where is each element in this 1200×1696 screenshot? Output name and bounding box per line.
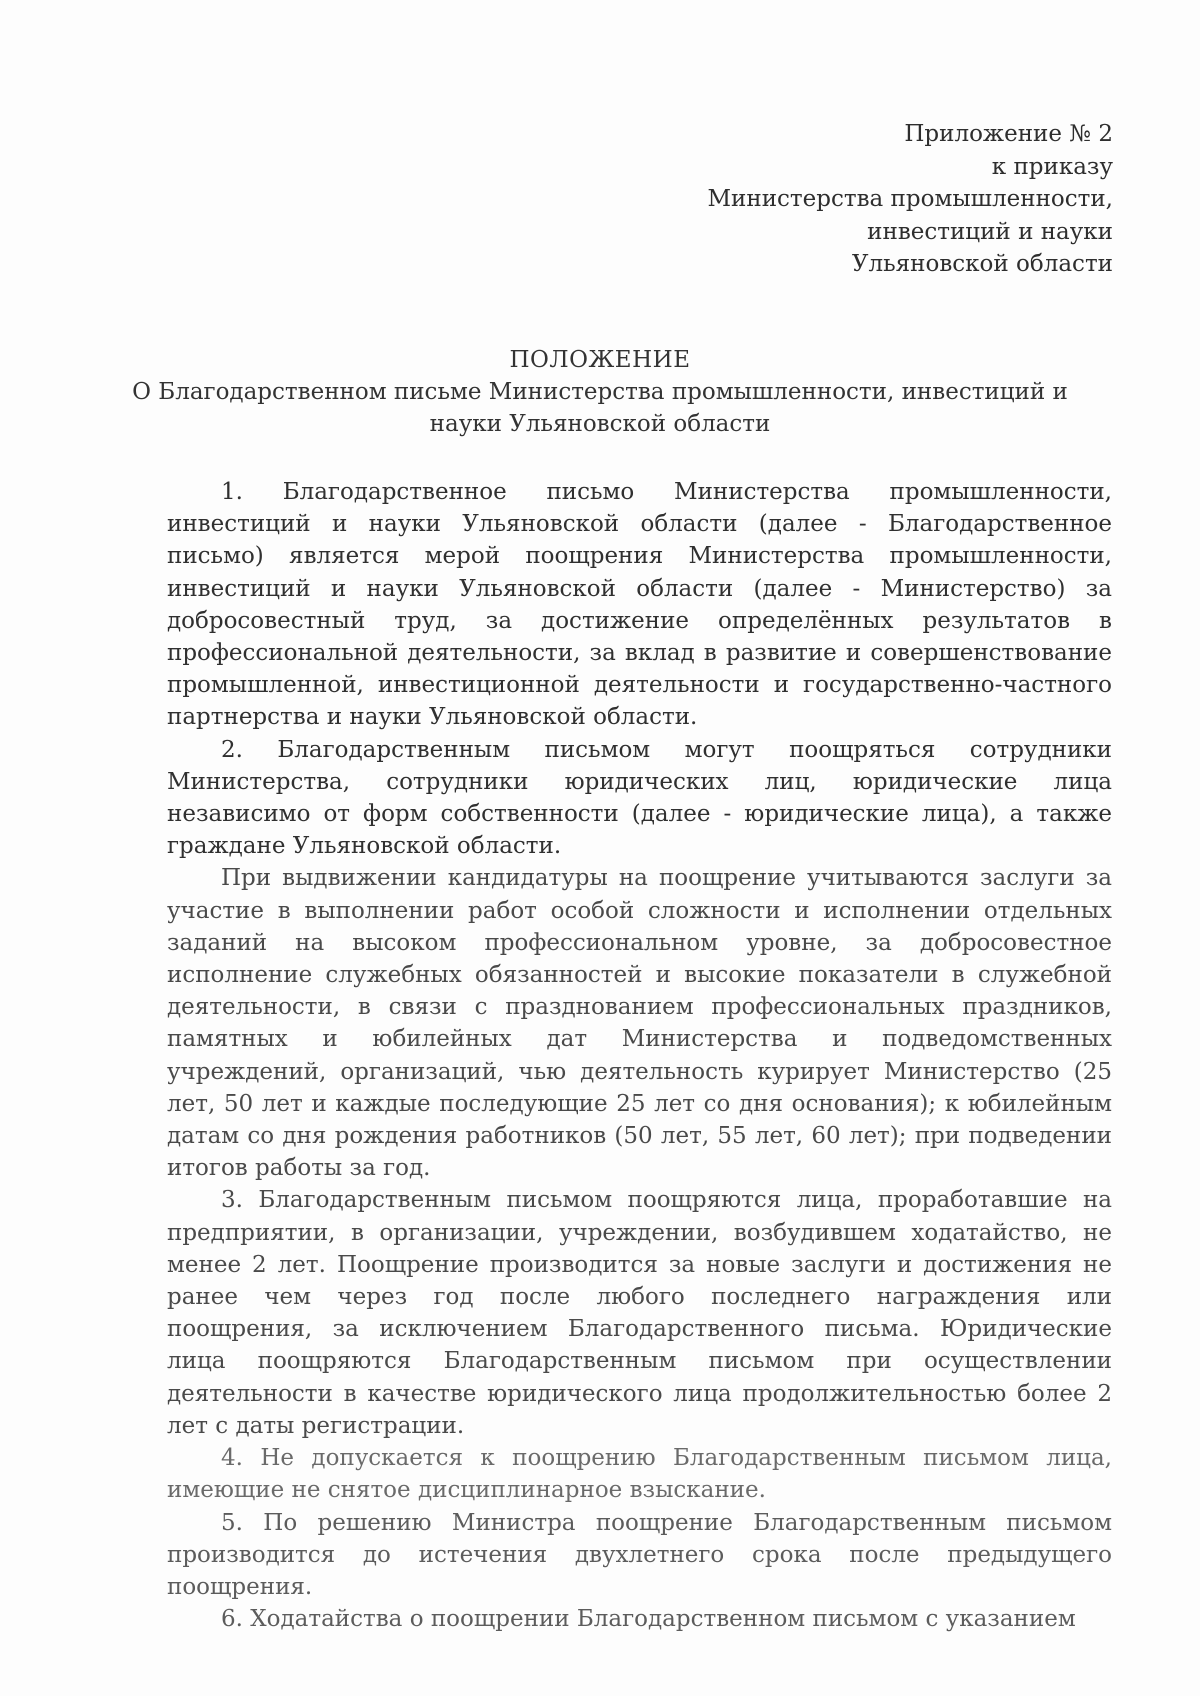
paragraph-1: 1. Благодарственное письмо Министерства промышленности, инвестиций и науки Ульяновской области (далее - Благодарственное письмо) является мерой поощрения Министерства промышленности, инвестиций и науки Ульяновской области (далее - Министерство) за добросовестный труд, за достижение определённых результатов в профессиональной деятельности, за вклад в развитие и совершенствование промышленной, инвестиционной деятельности и государственно-частного партнерства и науки Ульяновской области. (167, 479, 1112, 731)
document-title (120, 344, 1080, 440)
appendix-line-4: инвестиций и науки (867, 218, 1113, 245)
appendix-header (707, 118, 1113, 281)
paragraph-5: 5. По решению Министра поощрение Благодарственным письмом производится до истечения двухлетнего срока после предыдущего поощрения. (167, 1509, 1112, 1600)
title-subtitle: О Благодарственном письме Министерства промышленности, инвестиций и науки Ульяновской области (132, 379, 1068, 437)
appendix-line-1: Приложение № 2 (904, 121, 1113, 147)
paragraph-4: 4. Не допускается к поощрению Благодарственным письмом лица, имеющие не снятое дисциплинарное взыскание. (167, 1445, 1112, 1504)
appendix-line-2: к приказу (991, 153, 1113, 180)
paragraph-2-continued: При выдвижении кандидатуры на поощрение учитываются заслуги за участие в выполнении работ особой сложности и исполнении отдельных заданий на высоком профессиональном уровне, за добросовестное исполнение служебных обязанностей и высокие показатели в служебной деятельности, в связи с празднованием профессиональных праздников, памятных и юбилейных дат Министерства и подведомственных учреждений, организаций, чью деятельность курирует Министерство (25 лет, 50 лет и каждые последующие 25 лет со дня основания); к юбилейным датам со дня рождения работников (50 лет, 55 лет, 60 лет); при подведении итогов работы за год. (167, 865, 1112, 1182)
paragraph-6: 6. Ходатайства о поощрении Благодарственном письмом с указанием (221, 1606, 1076, 1633)
title-heading: ПОЛОЖЕНИЕ (509, 347, 691, 373)
appendix-line-3: Министерства промышленности, (707, 186, 1113, 212)
paragraph-2: 2. Благодарственным письмом могут поощряться сотрудники Министерства, сотрудники юридических лиц, юридические лица независимо от форм собственности (далее - юридические лица), а также граждане Ульяновской области. (167, 736, 1112, 860)
paragraph-3: 3. Благодарственным письмом поощряются лица, проработавшие на предприятии, в организации, учреждении, возбудившем ходатайство, не менее 2 лет. Поощрение производится за новые заслуги и достижения не ранее чем через год после любого последнего награждения или поощрения, за исключением Благодарственного письма. Юридические лица поощряются Благодарственным письмом при осуществлении деятельности в качестве юридического лица продолжительностью более 2 лет с даты регистрации. (167, 1187, 1112, 1439)
document-body (167, 476, 1112, 1635)
appendix-line-5: Ульяновской области (851, 251, 1113, 277)
